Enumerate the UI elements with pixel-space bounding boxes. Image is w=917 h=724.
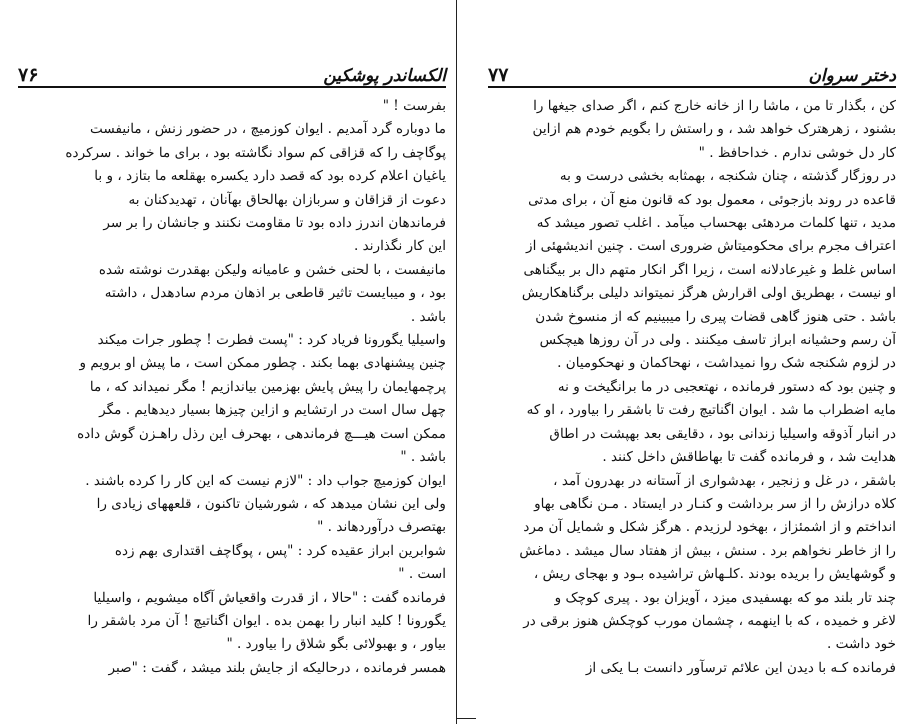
left-text-line: شوابرین ابراز عقیده کرد : "پس ، پوگاچف اقتداری بهم زده [114,542,446,559]
right-text-line: فرمانده کـه با دیدن این علائم ترسآور دانست بـا یکی از [585,659,896,676]
left-page-header [18,60,446,88]
right-text-line: بشنود ، زهرهترک خواهد شد ، و راستش را بگویم خودم هم ازاین [532,121,896,138]
right-text-line: کار دل خوشی ندارم . خداحافظ . " [698,144,896,161]
left-text-line: این کار نگذارند . [353,238,446,255]
bottom-rule [456,718,476,719]
right-page-body [488,95,896,680]
left-text-line: فرماندهان اندرز داده بود تا مقاومت نکنند و جانشان را بر سر [103,215,446,232]
left-running-head: الکساندر پوشکین [323,66,446,86]
left-text-line: بهتصرف درآوردهاند . " [317,519,446,536]
right-text-line: باشقر ، در غل و زنجیر ، بهدشواری از آستانه در بهدرون آمد ، [553,472,896,489]
left-text-line: یگورونا ! کلید انبار را بهمن بده . ایوان اگناتیچ ! آن مرد باشقر را [87,612,446,629]
left-text-line: پرچمهایمان را پیش پایش بهزمین بیاندازیم ! مگر نمیداند که ، ما [89,378,446,395]
right-text-line: در روزگار گذشته ، چنان شکنجه ، بهمثابه بخشی درست و به [559,168,896,185]
left-text-line: باشد . [410,308,446,325]
left-text-line: ممکن است هیـــچ فرماندهی ، بهحرف این رذل راهـزن گوش داده [77,425,446,442]
gutter-divider [456,0,457,724]
left-text-line: است . " [398,566,446,583]
right-page-number: ۷۷ [488,64,509,86]
left-text-line: یاغیان اعلام کرده بود که قصد دارد یکسره بهقلعه ما بتازد ، و با [94,168,446,185]
left-page-body [18,95,446,680]
left-text-line: بود ، و میبایست تاثیر قاطعی بر اذهان مردم سادهدل ، داشته [104,285,446,302]
right-text-line: و گوشهایش را بریده بودند .کلـهاش تراشیده بـود و بهجای ریش ، [533,566,896,583]
right-text-line: در انبار آذوقه واسیلیا زندانی بود ، دقایقی بعد بهپشت در اطاق [549,425,896,442]
left-text-line: چهل سال است در ارتشایم و ازاین چیزها بسیار دیدهایم . مگر [99,402,446,419]
right-text-line: مایه اضطراب ما شد . ایوان اگناتیچ رفت تا باشقر را بیاورد ، او که [526,402,896,419]
right-page [488,0,896,724]
left-text-line: ولی این نشان میدهد که ، شورشیان تاکنون ، قلعههای زیادی را [96,495,446,512]
left-text-line: مانیفست ، با لحنی خشن و عامیانه ولیکن بهقدرت نوشته شده [98,261,446,278]
right-text-line: کن ، بگذار تا من ، ماشا را از خانه خارج کنم ، اگر صدای جیغها را [533,98,896,114]
right-page-header [488,60,896,88]
right-text-line: هدایت شد ، و فرمانده گفت تا بهاطاقش داخل کنند . [602,449,896,466]
right-text-line: انداختم و از اشمئزاز ، بهخود لرزیدم . هرگز شکل و شمایل آن مرد [523,519,896,536]
right-text-line: چند تار بلند مو که بهسفیدی میزد ، آویزان بود . پیری کوچک و [554,589,896,606]
left-text-line: باشد . " [400,449,446,466]
right-text-line: مدید ، تنها کلمات مردهئی بهحساب میآمد . اغلب تصور میشد که [536,215,896,232]
right-running-head: دختر سروان [808,66,896,86]
right-text-line: آن رسم وحشیانه ابراز تاسف میکنند . ولی در آن روزها هیچکس [539,332,896,349]
right-text-line: خود داشت . [826,636,896,653]
right-text-line: در لزوم شکنجه شک روا نمیداشت ، نهحاکمان و نهحکومیان . [557,355,896,372]
left-text-line: بفرست ! " [382,98,446,114]
left-text-line: ایوان کوزمیچ جواب داد : "لازم نیست که این کار را کرده باشند . [85,472,446,489]
left-page [18,0,446,724]
left-text-line: فرمانده گفت : "حالا ، از قدرت واقعیاش آگاه میشویم ، واسیلیا [93,589,446,606]
right-text-line: و چنین بود که دستور فرمانده ، نهتعجبی در ما برانگیخت و نه [557,378,896,395]
right-text-line: اعتراف مجرم برای محکومیتاش ضروری است . چنین اندیشهئی از [526,238,896,255]
left-text-line: دعوت از قزاقان و سربازان بهالحاق بهآنان ، تهدیدکنان به [128,191,446,208]
right-text-line: اساس غلط و غیرعادلانه است ، زیرا اگر انکار متهم دال بر بیگناهی [523,261,896,278]
left-text-line: همسر فرمانده ، درحالیکه از جایش بلند میشد ، گفت : "صبر [108,659,446,676]
left-text-line: پوگاچف را که قزاقی کم سواد نگاشته بود ، برای ما خواند . سرکرده [65,144,446,161]
left-text-line: چنین پیشنهادی بهما بکند . چطور ممکن است ، ما پیش او برویم و [79,355,446,372]
right-text-line: قاعده در روند بازجوئی ، معمول بود که قانون منع آن ، برای مدتی [528,191,896,208]
right-text-line: او نیست ، بهطریق اولی اقرارش هرگز نمیتواند دلیلی برگناهکاریش [521,285,896,302]
left-text-line: بیاور ، و بهبولائی بگو شلاق را بیاورد . " [226,636,446,653]
left-text-line: ما دوباره گرد آمدیم . ایوان کوزمیچ ، در حضور زنش ، مانیفست [90,121,446,138]
right-text-line: کلاه درازش را از سر برداشت و کنـار در ایستاد . مـن نگاهی بهاو [534,495,896,512]
left-page-number: ۷۶ [18,64,39,86]
right-text-line: را از خاطر نخواهم برد . سنش ، بیش از هفتاد سال میشد . دماغش [519,542,896,559]
right-text-line: لاغر و خمیده ، که با اینهمه ، چشمان مورب کوچکش هنوز برقی در [523,612,896,629]
right-text-line: باشد . حتی هنوز گاهی قضات پیری را میبینیم که از منسوخ شدن [535,308,896,325]
left-text-line: واسیلیا یگورونا فریاد کرد : "پست فطرت ! چطور جرات میکند [97,332,446,349]
